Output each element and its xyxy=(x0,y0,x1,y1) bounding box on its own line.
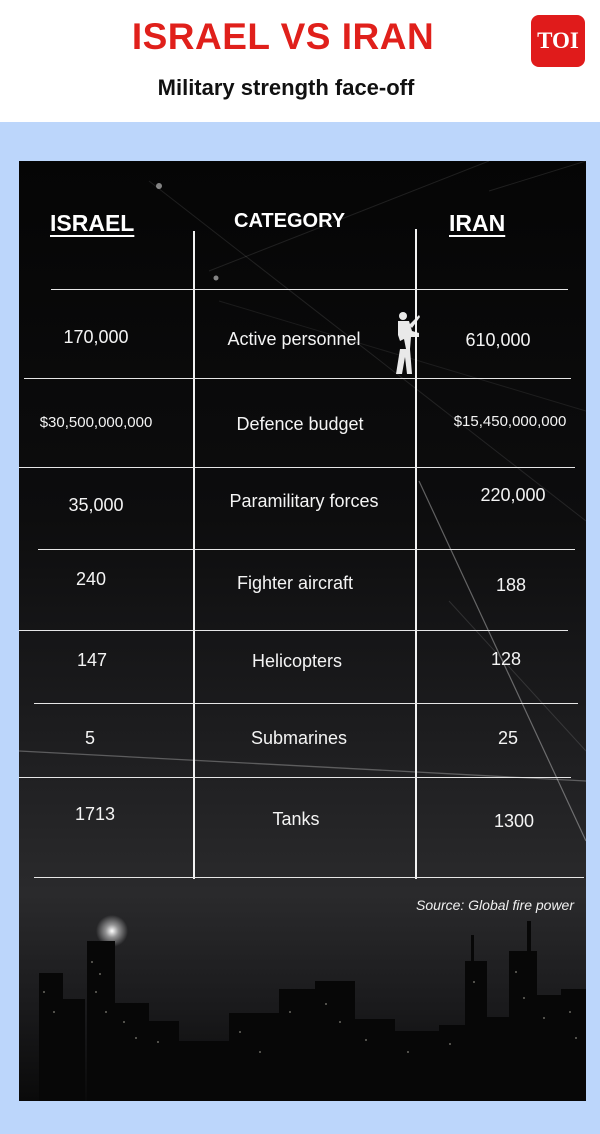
iran-value: 25 xyxy=(497,728,519,748)
city-skyline-image xyxy=(19,161,586,1101)
category-label: Submarines xyxy=(250,728,348,748)
page-subtitle: Military strength face-off xyxy=(157,75,415,100)
israel-value: 170,000 xyxy=(63,327,129,347)
category-label: Helicopters xyxy=(251,651,343,671)
category-label: Paramilitary forces xyxy=(229,491,379,511)
category-label: Active personnel xyxy=(227,329,361,349)
logo-text: TOI xyxy=(537,28,579,53)
column-header-category: CATEGORY xyxy=(234,210,346,232)
israel-value: 147 xyxy=(76,650,108,670)
header xyxy=(0,0,600,122)
category-label: Defence budget xyxy=(236,414,364,434)
iran-value: $15,450,000,000 xyxy=(453,413,567,430)
source-note: Source: Global fire power xyxy=(416,897,574,913)
column-header-israel: ISRAEL xyxy=(50,210,135,236)
comparison-panel xyxy=(19,161,586,1101)
iran-value: 188 xyxy=(495,575,527,595)
category-label: Tanks xyxy=(272,809,320,829)
israel-value: 1713 xyxy=(74,804,116,824)
category-label: Fighter aircraft xyxy=(236,573,354,593)
iran-value: 220,000 xyxy=(480,485,546,505)
israel-value: $30,500,000,000 xyxy=(39,414,153,431)
iran-value: 128 xyxy=(490,649,522,669)
page-title: ISRAEL VS IRAN xyxy=(131,16,435,57)
column-header-iran: IRAN xyxy=(449,210,506,236)
iran-value: 610,000 xyxy=(465,330,531,350)
israel-value: 5 xyxy=(84,728,96,748)
toi-logo[interactable] xyxy=(531,15,585,67)
israel-value: 35,000 xyxy=(68,495,124,515)
iran-value: 1300 xyxy=(493,811,535,831)
israel-value: 240 xyxy=(75,569,107,589)
